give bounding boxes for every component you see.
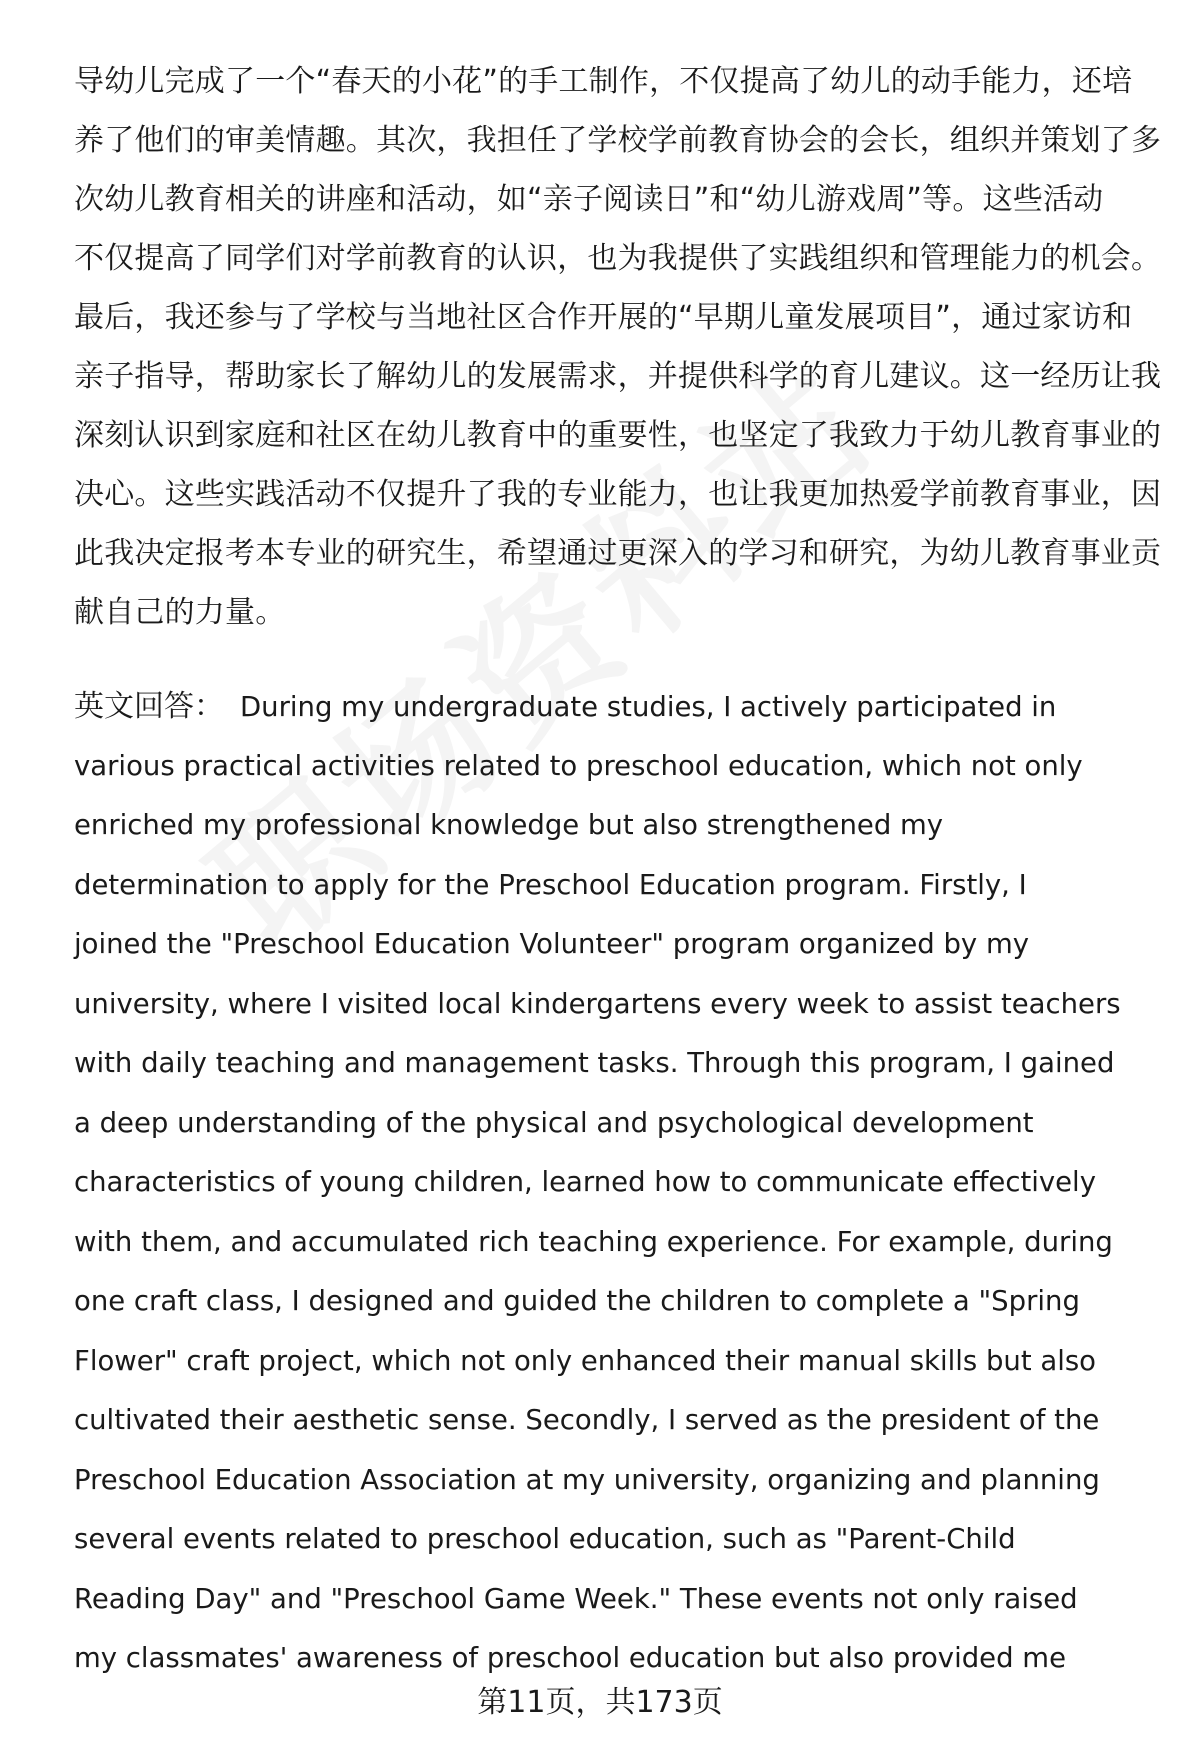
text-line: 决心。这些实践活动不仅提升了我的专业能力，也让我更加热爱学前教育事业，因 xyxy=(74,477,1162,512)
text-line: a deep understanding of the physical and psychological development xyxy=(74,1106,1034,1139)
english-answer-label: 英文回答： xyxy=(74,689,224,724)
page-indicator: 第11页，共173页 xyxy=(477,1685,723,1720)
text-line: several events related to preschool education, such as "Parent-Child xyxy=(74,1523,1016,1555)
text-line: 献自己的力量。 xyxy=(74,595,286,630)
text-line: Reading Day" and "Preschool Game Week." These events not only raised xyxy=(74,1582,1078,1615)
text-line: 不仅提高了同学们对学前教育的认识，也为我提供了实践组织和管理能力的机会。 xyxy=(74,241,1162,276)
text-line: with daily teaching and management tasks. Through this program, I gained xyxy=(74,1047,1115,1079)
text-line: enriched my professional knowledge but also strengthened my xyxy=(74,809,944,841)
text-line: joined the "Preschool Education Volunteer" program organized by my xyxy=(74,928,1030,960)
text-line: 养了他们的审美情趣。其次，我担任了学校学前教育协会的会长，组织并策划了多 xyxy=(74,123,1162,158)
text-line: 次幼儿教育相关的讲座和活动，如“亲子阅读日”和“幼儿游戏周”等。这些活动 xyxy=(74,182,1104,217)
text-line: one craft class, I designed and guided the children to complete a "Spring xyxy=(74,1285,1080,1317)
text-line: determination to apply for the Preschool Education program. Firstly, I xyxy=(74,868,1027,901)
text-line: 深刻认识到家庭和社区在幼儿教育中的重要性，也坚定了我致力于幼儿教育事业的 xyxy=(74,418,1162,453)
text-line: Preschool Education Association at my university, organizing and planning xyxy=(74,1463,1100,1496)
text-line: Flower" craft project, which not only enhanced their manual skills but also xyxy=(74,1344,1096,1377)
text-line: cultivated their aesthetic sense. Secondly, I served as the president of the xyxy=(74,1404,1100,1436)
text-line xyxy=(74,677,1154,737)
text-line: 此我决定报考本专业的研究生，希望通过更深入的学习和研究，为幼儿教育事业贡 xyxy=(74,536,1162,571)
text-line: university, where I visited local kindergartens every week to assist teachers xyxy=(74,987,1121,1020)
chinese-paragraph xyxy=(74,52,1162,642)
text-line: my classmates' awareness of preschool education but also provided me xyxy=(74,1642,1067,1674)
text-line: various practical activities related to preschool education, which not only xyxy=(74,749,1083,782)
text-line: 亲子指导，帮助家长了解幼儿的发展需求，并提供科学的育儿建议。这一经历让我 xyxy=(74,359,1162,394)
english-answer xyxy=(74,677,1154,1689)
text-line: characteristics of young children, learned how to communicate effectively xyxy=(74,1166,1096,1198)
text-line: 最后，我还参与了学校与当地社区合作开展的“早期儿童发展项目”，通过家访和 xyxy=(74,300,1133,335)
text-line: 导幼儿完成了一个“春天的小花”的手工制作，不仅提高了幼儿的动手能力，还培 xyxy=(74,64,1133,99)
text-line: with them, and accumulated rich teaching experience. For example, during xyxy=(74,1225,1113,1258)
text-line-content: During my undergraduate studies, I actively participated in xyxy=(240,691,1057,723)
